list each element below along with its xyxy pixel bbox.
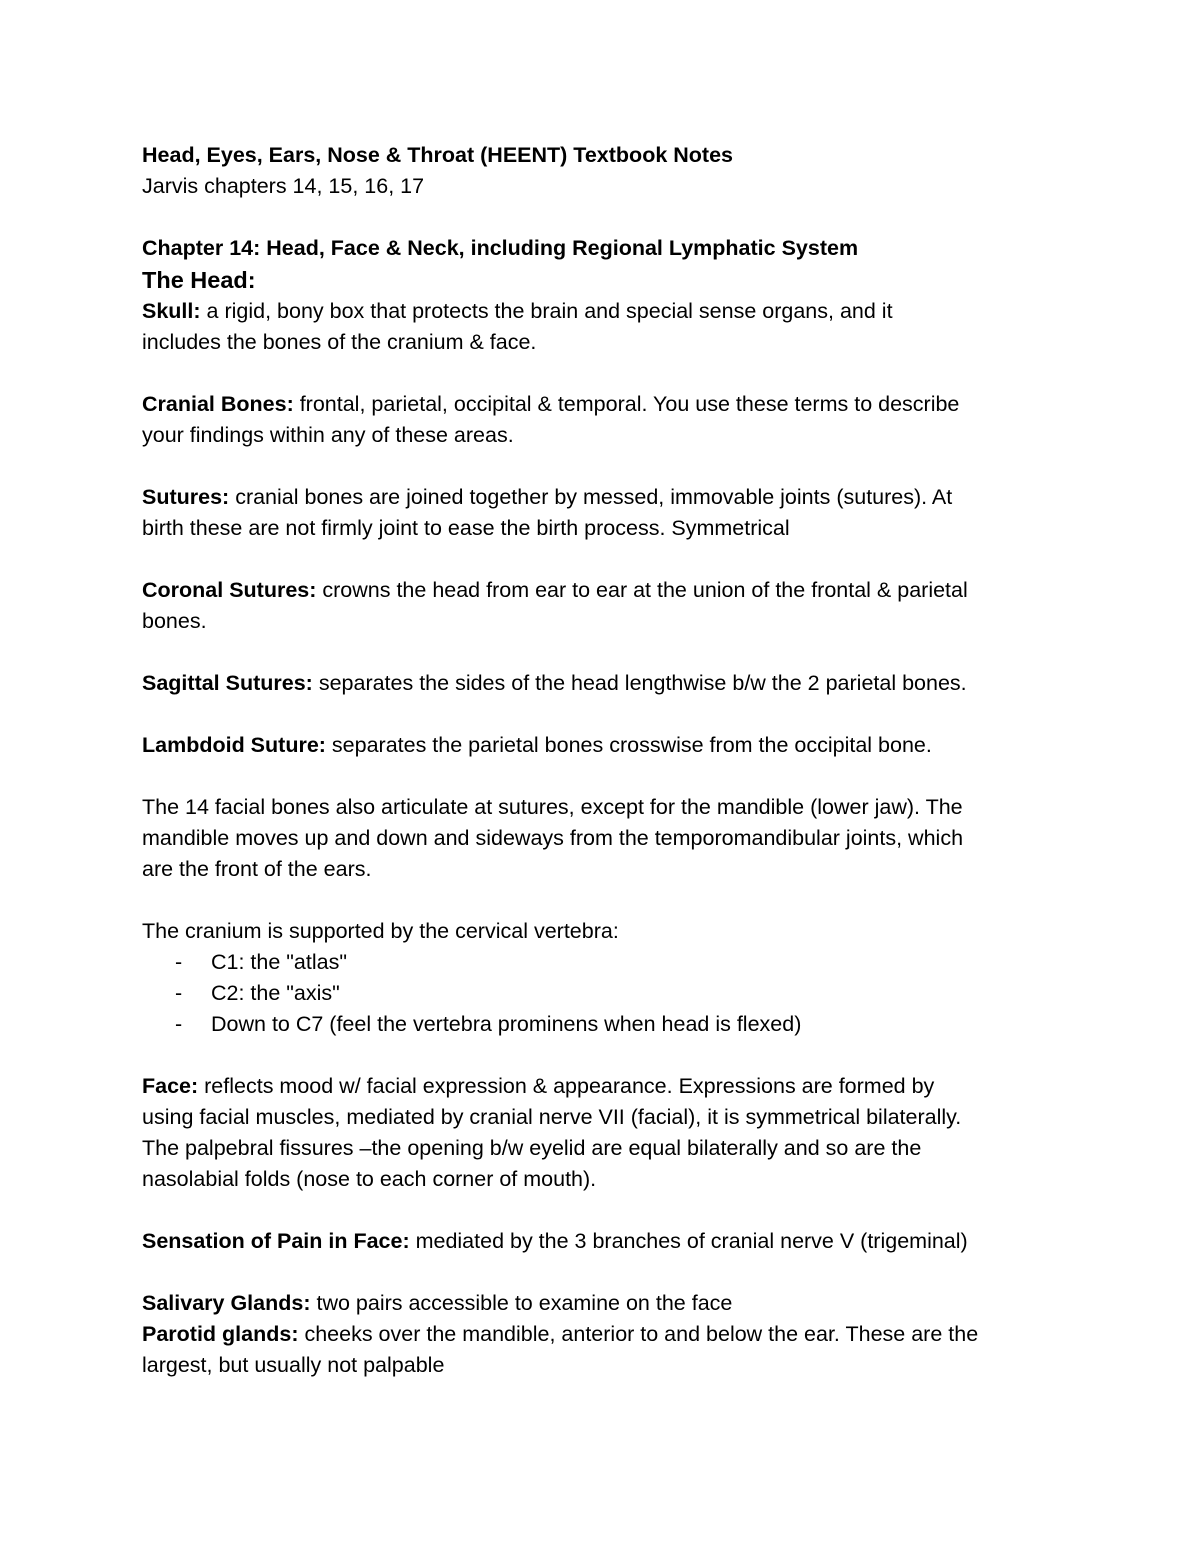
spacer: [142, 1257, 1072, 1288]
spacer: [142, 761, 1072, 792]
spacer: [142, 451, 1072, 482]
face-paragraph: [142, 1071, 1072, 1195]
spacer: [142, 885, 1072, 916]
spacer: [142, 699, 1072, 730]
parotid-text-2: largest, but usually not palpable: [142, 1353, 445, 1377]
pain-term: Sensation of Pain in Face:: [142, 1229, 410, 1253]
dash-bullet: -: [175, 1012, 183, 1036]
lambdoid-suture-term: Lambdoid Suture:: [142, 733, 326, 757]
document-subtitle: Jarvis chapters 14, 15, 16, 17: [142, 174, 425, 198]
face-text-4: nasolabial folds (nose to each corner of mouth).: [142, 1167, 597, 1191]
list-item-text: Down to C7 (feel the vertebra prominens when head is flexed): [211, 1012, 802, 1036]
spacer: [142, 202, 1072, 233]
list-item-text: C1: the "atlas": [211, 950, 347, 974]
parotid-text: cheeks over the mandible, anterior to and below the ear. These are the: [298, 1322, 979, 1346]
list-item-text: C2: the "axis": [211, 981, 340, 1005]
sutures-paragraph: [142, 482, 1072, 544]
cranial-bones-paragraph: [142, 389, 1072, 451]
sagittal-sutures-term: Sagittal Sutures:: [142, 671, 313, 695]
skull-text-2: includes the bones of the cranium & face.: [142, 330, 537, 354]
skull-term: Skull:: [142, 299, 201, 323]
face-term: Face:: [142, 1074, 199, 1098]
spacer: [142, 358, 1072, 389]
sutures-text: cranial bones are joined together by messed, immovable joints (sutures). At: [229, 485, 953, 509]
cervical-paragraph: [142, 916, 1072, 1040]
face-text-2: using facial muscles, mediated by cranial nerve VII (facial), it is symmetrical bilaterally.: [142, 1105, 962, 1129]
dash-bullet: -: [175, 981, 183, 1005]
coronal-sutures-text: crowns the head from ear to ear at the union of the frontal & parietal: [316, 578, 968, 602]
list-item: [142, 978, 1072, 1009]
lambdoid-suture-paragraph: [142, 730, 1072, 761]
spacer: [142, 544, 1072, 575]
facial-bones-text-1: The 14 facial bones also articulate at sutures, except for the mandible (lower jaw). The: [142, 795, 963, 819]
face-text: reflects mood w/ facial expression & appearance. Expressions are formed by: [198, 1074, 935, 1098]
coronal-sutures-term: Coronal Sutures:: [142, 578, 317, 602]
dash-bullet: -: [175, 950, 183, 974]
skull-paragraph: [142, 296, 1072, 358]
parotid-paragraph: [142, 1319, 1072, 1381]
sutures-text-2: birth these are not firmly joint to ease the birth process. Symmetrical: [142, 516, 790, 540]
skull-text: a rigid, bony box that protects the brain and special sense organs, and it: [200, 299, 893, 323]
spacer: [142, 1040, 1072, 1071]
lambdoid-suture-text: separates the parietal bones crosswise from the occipital bone.: [325, 733, 932, 757]
cranial-bones-text-2: your findings within any of these areas.: [142, 423, 514, 447]
facial-bones-text-2: mandible moves up and down and sideways from the temporomandibular joints, which: [142, 826, 964, 850]
pain-text: mediated by the 3 branches of cranial nerve V (trigeminal): [409, 1229, 968, 1253]
pain-paragraph: [142, 1226, 1072, 1257]
list-item: [142, 1009, 1072, 1040]
document-title: Head, Eyes, Ears, Nose & Throat (HEENT) Textbook Notes: [142, 143, 733, 167]
cranial-bones-term: Cranial Bones:: [142, 392, 294, 416]
cervical-intro: The cranium is supported by the cervical vertebra:: [142, 919, 619, 943]
section-heading: The Head:: [142, 267, 256, 293]
chapter-heading: Chapter 14: Head, Face & Neck, including Regional Lymphatic System: [142, 236, 859, 260]
sagittal-sutures-text: separates the sides of the head lengthwise b/w the 2 parietal bones.: [312, 671, 967, 695]
document-page: [142, 140, 1072, 1381]
facial-bones-text-3: are the front of the ears.: [142, 857, 372, 881]
face-text-3: The palpebral fissures –the opening b/w eyelid are equal bilaterally and so are the: [142, 1136, 922, 1160]
sagittal-sutures-paragraph: [142, 668, 1072, 699]
cranial-bones-text: frontal, parietal, occipital & temporal. You use these terms to describe: [293, 392, 960, 416]
salivary-term: Salivary Glands:: [142, 1291, 311, 1315]
facial-bones-paragraph: [142, 792, 1072, 885]
spacer: [142, 1195, 1072, 1226]
list-item: [142, 947, 1072, 978]
parotid-term: Parotid glands:: [142, 1322, 299, 1346]
sutures-term: Sutures:: [142, 485, 230, 509]
spacer: [142, 637, 1072, 668]
cervical-list: [142, 947, 1072, 1040]
coronal-sutures-paragraph: [142, 575, 1072, 637]
coronal-sutures-text-2: bones.: [142, 609, 207, 633]
salivary-paragraph: [142, 1288, 1072, 1319]
salivary-text: two pairs accessible to examine on the face: [310, 1291, 733, 1315]
